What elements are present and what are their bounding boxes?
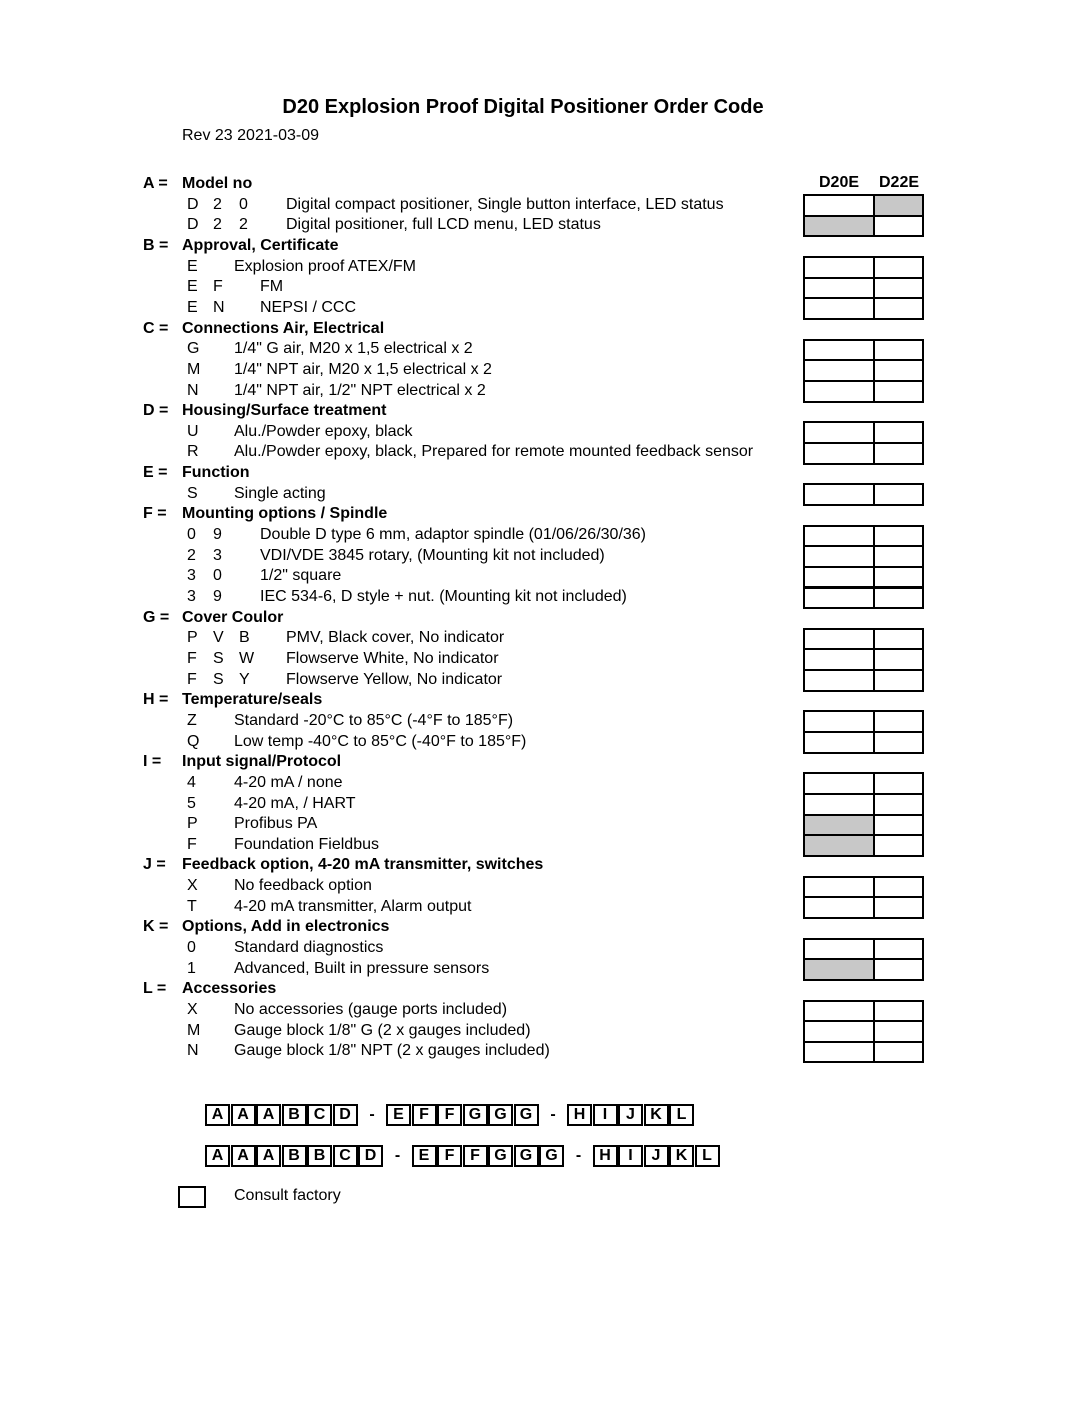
option-code-char: 3 <box>187 567 196 585</box>
section-letter: I = <box>143 753 162 771</box>
section-letter: J = <box>143 856 166 874</box>
option-row <box>0 710 800 731</box>
option-cell-d20e[interactable] <box>803 1020 875 1043</box>
option-code-char: X <box>187 1001 198 1018</box>
code-position-box: A <box>205 1104 230 1126</box>
option-cell-d22e[interactable] <box>873 793 924 816</box>
option-row <box>0 875 800 896</box>
section-letter: G = <box>143 608 170 626</box>
option-description: Alu./Powder epoxy, black <box>234 422 413 440</box>
option-cell-d20e[interactable] <box>803 669 875 692</box>
option-cell-d20e <box>803 958 875 981</box>
code-position-box: B <box>307 1145 332 1167</box>
option-cell-d20e[interactable] <box>803 380 875 403</box>
option-row <box>0 359 800 380</box>
option-code-char: S <box>213 670 224 688</box>
code-position-box: B <box>282 1145 307 1167</box>
section-header <box>0 318 800 339</box>
option-cell-d22e[interactable] <box>873 648 924 671</box>
code-position-box: I <box>593 1104 618 1126</box>
option-description: FM <box>260 278 284 296</box>
option-description: VDI/VDE 3845 rotary, (Mounting kit not included) <box>260 546 605 564</box>
option-row <box>0 524 800 545</box>
code-position-box: A <box>205 1145 230 1167</box>
option-description: 1/4" NPT air, M20 x 1,5 electrical x 2 <box>234 360 492 378</box>
code-separator: - <box>394 1147 401 1164</box>
option-code-char: N <box>187 381 199 399</box>
option-cell-d20e[interactable] <box>803 421 875 444</box>
option-cell-d22e[interactable] <box>873 1041 924 1064</box>
option-description: Standard -20°C to 85°C (-4°F to 185°F) <box>234 711 514 729</box>
option-description: Flowserve Yellow, No indicator <box>286 670 503 688</box>
option-cell-d20e[interactable] <box>803 525 875 548</box>
option-description: PMV, Black cover, No indicator <box>286 629 505 647</box>
option-cell-d20e <box>803 215 875 238</box>
option-description: 4-20 mA, / HART <box>234 794 356 812</box>
option-description: No accessories (gauge ports included) <box>234 1001 508 1018</box>
section-header <box>0 689 800 710</box>
section-title: Housing/Surface treatment <box>182 402 387 420</box>
option-row <box>0 834 800 855</box>
option-code-char: 2 <box>213 195 222 213</box>
section-letter: E = <box>143 464 168 482</box>
option-cell-d22e[interactable] <box>873 359 924 382</box>
option-cell-d22e[interactable] <box>873 380 924 403</box>
option-cell-d22e[interactable] <box>873 442 924 465</box>
section-header <box>0 173 800 194</box>
section-letter: K = <box>143 918 169 936</box>
option-cell-d22e[interactable] <box>873 938 924 961</box>
option-row <box>0 545 800 566</box>
code-position-box: L <box>695 1145 720 1167</box>
option-code-char: X <box>187 877 198 895</box>
option-description: Digital positioner, full LCD menu, LED status <box>286 216 601 234</box>
option-code-char: W <box>239 649 255 667</box>
section-title: Function <box>182 464 250 482</box>
option-description: Flowserve White, No indicator <box>286 649 499 667</box>
option-description: Gauge block 1/8" NPT (2 x gauges included) <box>234 1042 550 1060</box>
code-position-box: G <box>488 1104 513 1126</box>
section-letter: B = <box>143 236 169 254</box>
option-code-char: E <box>187 298 198 316</box>
option-code-char: F <box>187 835 197 853</box>
option-cell-d22e[interactable] <box>873 731 924 754</box>
option-row <box>0 338 800 359</box>
option-row <box>0 214 800 235</box>
section-title: Connections Air, Electrical <box>182 319 385 337</box>
option-row <box>0 896 800 917</box>
option-code-char: B <box>239 629 250 647</box>
option-code-char: N <box>187 1042 199 1060</box>
section-letter: L = <box>143 980 167 998</box>
option-description: 4-20 mA transmitter, Alarm output <box>234 897 472 915</box>
option-cell-d20e[interactable] <box>803 277 875 300</box>
option-row <box>0 256 800 277</box>
option-code-char: N <box>213 298 225 316</box>
section-header <box>0 854 800 875</box>
section-header <box>0 607 800 628</box>
option-row <box>0 483 800 504</box>
option-cell-d20e[interactable] <box>803 772 875 795</box>
code-position-box: K <box>644 1104 669 1126</box>
option-cell-d22e[interactable] <box>873 834 924 857</box>
option-cell-d22e[interactable] <box>873 1000 924 1023</box>
option-cell-d22e[interactable] <box>873 772 924 795</box>
option-code-char: 9 <box>213 526 222 544</box>
option-row <box>0 276 800 297</box>
option-cell-d20e[interactable] <box>803 297 875 320</box>
section-title: Cover Coulor <box>182 608 284 626</box>
option-code-char: V <box>213 629 224 647</box>
option-cell-d22e[interactable] <box>873 566 924 589</box>
code-position-box: A <box>231 1145 256 1167</box>
code-separator: - <box>369 1106 375 1123</box>
option-cell-d22e[interactable] <box>873 876 924 899</box>
option-row <box>0 421 800 442</box>
option-row <box>0 565 800 586</box>
option-cell-d22e[interactable] <box>873 1020 924 1043</box>
option-row <box>0 194 800 215</box>
option-code-char: D <box>187 195 199 213</box>
option-code-char: 0 <box>187 526 196 544</box>
section-title: Options, Add in electronics <box>182 918 390 936</box>
revision-label: Rev 23 2021-03-09 <box>182 127 319 144</box>
option-cell-d22e[interactable] <box>873 421 924 444</box>
option-cell-d20e <box>803 814 875 837</box>
option-code-char: 1 <box>187 959 196 977</box>
option-cell-d22e[interactable] <box>873 545 924 568</box>
option-description: Low temp -40°C to 85°C (-40°F to 185°F) <box>234 732 527 750</box>
option-code-char: 0 <box>187 939 196 957</box>
code-position-box: C <box>333 1145 358 1167</box>
option-description: Explosion proof ATEX/FM <box>234 257 416 275</box>
code-position-box: A <box>256 1104 281 1126</box>
option-code-char: F <box>213 278 223 296</box>
section-header <box>0 235 800 256</box>
code-position-box: H <box>567 1104 592 1126</box>
option-row <box>0 958 800 979</box>
code-position-box: E <box>386 1104 411 1126</box>
option-row <box>0 1040 800 1061</box>
option-cell-d20e[interactable] <box>803 710 875 733</box>
section-header <box>0 462 800 483</box>
option-code-char: Q <box>187 732 200 750</box>
option-code-char: 3 <box>213 546 222 564</box>
code-position-box: J <box>644 1145 669 1167</box>
section-header <box>0 503 800 524</box>
code-position-box: G <box>514 1104 539 1126</box>
option-cell-d20e[interactable] <box>803 339 875 362</box>
section-header <box>0 751 800 772</box>
option-description: 1/4" NPT air, 1/2" NPT electrical x 2 <box>234 381 486 399</box>
option-code-char: F <box>187 670 197 688</box>
option-description: NEPSI / CCC <box>260 298 357 316</box>
option-code-char: S <box>213 649 224 667</box>
consult-factory-label: Consult factory <box>234 1187 341 1204</box>
option-description: Gauge block 1/8" G (2 x gauges included) <box>234 1021 531 1039</box>
option-code-char: Y <box>239 670 250 688</box>
option-description: Advanced, Built in pressure sensors <box>234 959 490 977</box>
option-code-char: 0 <box>213 567 222 585</box>
option-code-char: 9 <box>213 588 222 605</box>
section-title: Feedback option, 4-20 mA transmitter, switches <box>182 856 544 874</box>
option-row <box>0 772 800 793</box>
code-position-box: K <box>669 1145 694 1167</box>
option-cell-d20e[interactable] <box>803 628 875 651</box>
code-position-box: G <box>488 1145 513 1167</box>
option-code-char: G <box>187 340 200 358</box>
code-position-box: D <box>358 1145 383 1167</box>
code-position-box: D <box>333 1104 358 1126</box>
section-title: Input signal/Protocol <box>182 753 342 771</box>
option-code-char: 3 <box>187 588 196 605</box>
option-cell-d22e[interactable] <box>873 339 924 362</box>
option-code-char: R <box>187 443 199 461</box>
option-cell-d20e[interactable] <box>803 1000 875 1023</box>
option-description: IEC 534-6, D style + nut. (Mounting kit not included) <box>260 588 627 605</box>
option-cell-d22e[interactable] <box>873 814 924 837</box>
option-code-char: M <box>187 360 201 378</box>
section-title: Mounting options / Spindle <box>182 505 388 523</box>
option-cell-d22e[interactable] <box>873 896 924 919</box>
option-code-char: D <box>187 216 199 234</box>
option-code-char: 2 <box>239 216 248 234</box>
option-cell-d22e[interactable] <box>873 958 924 981</box>
option-cell-d20e[interactable] <box>803 194 875 217</box>
code-position-box: F <box>437 1104 462 1126</box>
option-cell-d20e[interactable] <box>803 731 875 754</box>
option-row <box>0 648 800 669</box>
option-code-char: U <box>187 422 199 440</box>
option-cell-d20e[interactable] <box>803 587 875 610</box>
option-cell-d22e[interactable] <box>873 483 924 506</box>
option-row <box>0 937 800 958</box>
section-header <box>0 978 800 999</box>
option-cell-d22e[interactable] <box>873 525 924 548</box>
option-row <box>0 380 800 401</box>
option-description: 1/4" G air, M20 x 1,5 electrical x 2 <box>234 340 473 358</box>
option-description: 1/2" square <box>260 567 342 585</box>
option-row <box>0 441 800 462</box>
section-letter: F = <box>143 505 167 523</box>
section-letter: D = <box>143 402 169 420</box>
option-code-char: M <box>187 1021 201 1039</box>
option-code-char: E <box>187 278 198 296</box>
section-title: Temperature/seals <box>182 691 323 709</box>
option-code-char: 5 <box>187 794 196 812</box>
option-code-char: E <box>187 257 198 275</box>
section-title: Approval, Certificate <box>182 236 339 254</box>
option-code-char: 4 <box>187 773 196 791</box>
option-row <box>0 999 800 1020</box>
option-code-char: P <box>187 629 198 647</box>
option-cell-d20e[interactable] <box>803 566 875 589</box>
option-code-char: T <box>187 897 197 915</box>
option-cell-d22e[interactable] <box>873 669 924 692</box>
code-position-box: C <box>307 1104 332 1126</box>
option-code-char: S <box>187 484 198 502</box>
option-description: Foundation Fieldbus <box>234 835 379 853</box>
option-cell-d20e[interactable] <box>803 876 875 899</box>
option-cell-d20e <box>803 834 875 857</box>
code-position-box: H <box>593 1145 618 1167</box>
code-position-box: F <box>463 1145 488 1167</box>
option-cell-d20e[interactable] <box>803 483 875 506</box>
code-separator: - <box>575 1147 582 1164</box>
code-position-box: A <box>231 1104 256 1126</box>
option-description: Profibus PA <box>234 815 318 833</box>
option-cell-d22e[interactable] <box>873 710 924 733</box>
section-title: Accessories <box>182 980 277 998</box>
option-code-char: 0 <box>239 195 248 213</box>
section-header <box>0 916 800 937</box>
code-separator: - <box>550 1106 556 1123</box>
option-code-char: F <box>187 649 197 667</box>
code-position-box: G <box>539 1145 564 1167</box>
section-letter: H = <box>143 691 169 709</box>
option-description: 4-20 mA / none <box>234 773 343 791</box>
option-description: Standard diagnostics <box>234 939 384 957</box>
option-description: Double D type 6 mm, adaptor spindle (01/06/26/30/36) <box>260 526 647 544</box>
option-row <box>0 813 800 834</box>
code-position-box: E <box>412 1145 437 1167</box>
option-description: Single acting <box>234 484 326 502</box>
section-letter: A = <box>143 175 168 192</box>
code-position-box: L <box>669 1104 694 1126</box>
option-cell-d22e <box>873 194 924 217</box>
option-cell-d22e[interactable] <box>873 628 924 651</box>
code-position-box: B <box>282 1104 307 1126</box>
option-cell-d22e[interactable] <box>873 297 924 320</box>
option-description: Digital compact positioner, Single button interface, LED status <box>286 195 724 213</box>
option-code-char: 2 <box>213 216 222 234</box>
option-cell-d20e[interactable] <box>803 896 875 919</box>
page-title: D20 Explosion Proof Digital Positioner Order Code <box>282 96 764 118</box>
option-description: Alu./Powder epoxy, black, Prepared for remote mounted feedback sensor <box>234 443 754 461</box>
option-row <box>0 297 800 318</box>
code-position-box: I <box>618 1145 643 1167</box>
option-description: No feedback option <box>234 877 372 895</box>
option-cell-d20e[interactable] <box>803 442 875 465</box>
option-cell-d20e[interactable] <box>803 256 875 279</box>
option-row <box>0 627 800 648</box>
column-header-d22e: D22E <box>879 174 920 191</box>
option-cell-d20e[interactable] <box>803 938 875 961</box>
option-cell-d22e[interactable] <box>873 277 924 300</box>
section-header <box>0 400 800 421</box>
option-code-char: P <box>187 815 198 833</box>
code-position-box: F <box>412 1104 437 1126</box>
option-row <box>0 793 800 814</box>
option-cell-d20e[interactable] <box>803 1041 875 1064</box>
consult-factory-swatch <box>178 1186 206 1208</box>
option-row <box>0 731 800 752</box>
option-cell-d22e[interactable] <box>873 256 924 279</box>
option-row <box>0 669 800 690</box>
option-row <box>0 1020 800 1041</box>
option-code-char: 2 <box>187 546 196 564</box>
column-header-d20e: D20E <box>819 174 860 191</box>
option-cell-d20e[interactable] <box>803 545 875 568</box>
code-position-box: F <box>437 1145 462 1167</box>
code-position-box: G <box>514 1145 539 1167</box>
option-cell-d20e[interactable] <box>803 793 875 816</box>
option-cell-d22e[interactable] <box>873 215 924 238</box>
section-letter: C = <box>143 319 169 337</box>
option-cell-d20e[interactable] <box>803 359 875 382</box>
option-cell-d20e[interactable] <box>803 648 875 671</box>
code-position-box: J <box>618 1104 643 1126</box>
code-position-box: G <box>463 1104 488 1126</box>
option-row <box>0 586 800 607</box>
option-code-char: Z <box>187 711 197 729</box>
section-title: Model no <box>182 175 253 192</box>
code-position-box: A <box>256 1145 281 1167</box>
option-cell-d22e[interactable] <box>873 587 924 610</box>
